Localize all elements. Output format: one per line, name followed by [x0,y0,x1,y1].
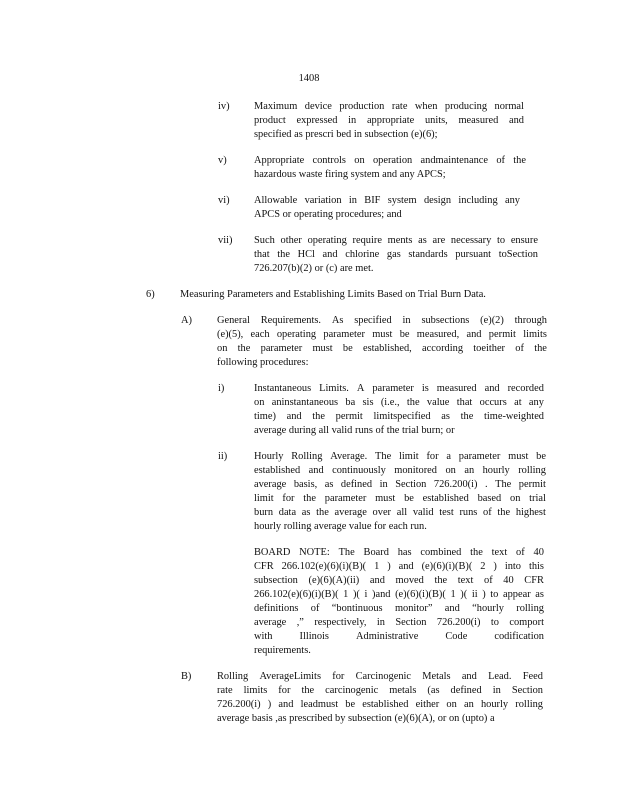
board-note-line: with Illinois Administrative Code codification [254,631,544,642]
item-a-i-text [254,382,544,438]
subsection-b-line: 726.200(i) ) and leadmust be established either on an hourly rolling [217,699,543,710]
section-6-heading [180,288,540,302]
item-iv-line: specified as prescri bed in subsection (e)(6); [254,129,438,140]
item-v-text [254,154,526,182]
subsection-a-line: following procedures: [217,357,309,368]
item-a-i-line: on aninstantaneous ba sis (i.e., the value that occurs at any [254,397,544,408]
item-a-ii-line: average basis, as defined in Section 726.200(i) . The permit [254,479,546,490]
item-vii-line: that the HCl and chlorine gas standards pursuant toSection [254,249,538,260]
item-a-ii-line: hourly rolling average value for each run. [254,521,427,532]
subsection-b-line: average basis ,as prescribed by subsection (e)(6)(A), or on (upto) a [217,713,495,724]
item-a-i-marker: i) [218,383,225,394]
item-a-ii-line: Hourly Rolling Average. The limit for a parameter must be [254,451,546,462]
item-v-line: hazardous waste firing system and any APCS; [254,169,446,180]
item-iv-line: Maximum device production rate when producing normal [254,101,524,112]
item-v-line: Appropriate controls on operation andmaintenance of the [254,155,526,166]
item-vii-line: 726.207(b)(2) or (c) are met. [254,263,374,274]
board-note [254,546,544,658]
item-a-i-line: average during all valid runs of the trial burn; or [254,425,455,436]
board-note-line: average ,” respectively, in Section 726.200(i) to comport [254,617,544,628]
item-vii-text [254,234,538,276]
page-number: 1408 [298,73,320,84]
board-note-line: BOARD NOTE: The Board has combined the text of 40 [254,547,544,558]
subsection-a-text [217,314,547,370]
subsection-a-marker: A) [181,315,192,326]
item-a-ii-line: established and continuously monitored on an hourly rolling [254,465,546,476]
subsection-a-line: (e)(5), each operating parameter must be measured, and permit limits [217,329,547,340]
subsection-a-line: General Requirements. As specified in subsections (e)(2) through [217,315,547,326]
subsection-b-text [217,670,543,726]
item-a-ii-line: burn data as the average over all valid test runs of the highest [254,507,546,518]
item-a-i-line: Instantaneous Limits. A parameter is measured and recorded [254,383,544,394]
subsection-a-line: on the parameter must be established, according toeither of the [217,343,547,354]
item-iv-text [254,100,524,142]
item-vi-marker: vi) [218,195,230,206]
board-note-line: CFR 266.102(e)(6)(i)(B)( 1 ) and (e)(6)(i)(B)( 2 ) into this [254,561,544,572]
section-6-heading-text: Measuring Parameters and Establishing Limits Based on Trial Burn Data. [180,289,486,300]
item-vii-marker: vii) [218,235,233,246]
board-note-line: definitions of “bontinuous monitor” and “hourly rolling [254,603,544,614]
item-a-ii-text [254,450,546,534]
board-note-line: requirements. [254,645,311,656]
item-a-ii-marker: ii) [218,451,228,462]
board-note-line: subsection (e)(6)(A)(ii) and moved the text of 40 CFR [254,575,544,586]
item-a-ii-line: limit for the parameter must be established based on trial [254,493,546,504]
item-v-marker: v) [218,155,227,166]
item-vi-text [254,194,520,222]
item-iv-marker: iv) [218,101,230,112]
section-6-marker: 6) [146,289,155,300]
subsection-b-marker: B) [181,671,192,682]
subsection-b-line: rate limits for the carcinogenic metals (as defined in Section [217,685,543,696]
item-a-i-line: time) and the permit limitspecified as the time-weighted [254,411,544,422]
item-vii-line: Such other operating require ments as are necessary to ensure [254,235,538,246]
subsection-b-line: Rolling AverageLimits for Carcinogenic Metals and Lead. Feed [217,671,543,682]
item-vi-line: APCS or operating procedures; and [254,209,402,220]
board-note-line: 266.102(e)(6)(i)(B)( 1 )( i )and (e)(6)(i)(B)( 1 )( ii ) to appear as [254,589,544,600]
item-vi-line: Allowable variation in BIF system design including any [254,195,520,206]
item-iv-line: product expressed in appropriate units, measured and [254,115,524,126]
